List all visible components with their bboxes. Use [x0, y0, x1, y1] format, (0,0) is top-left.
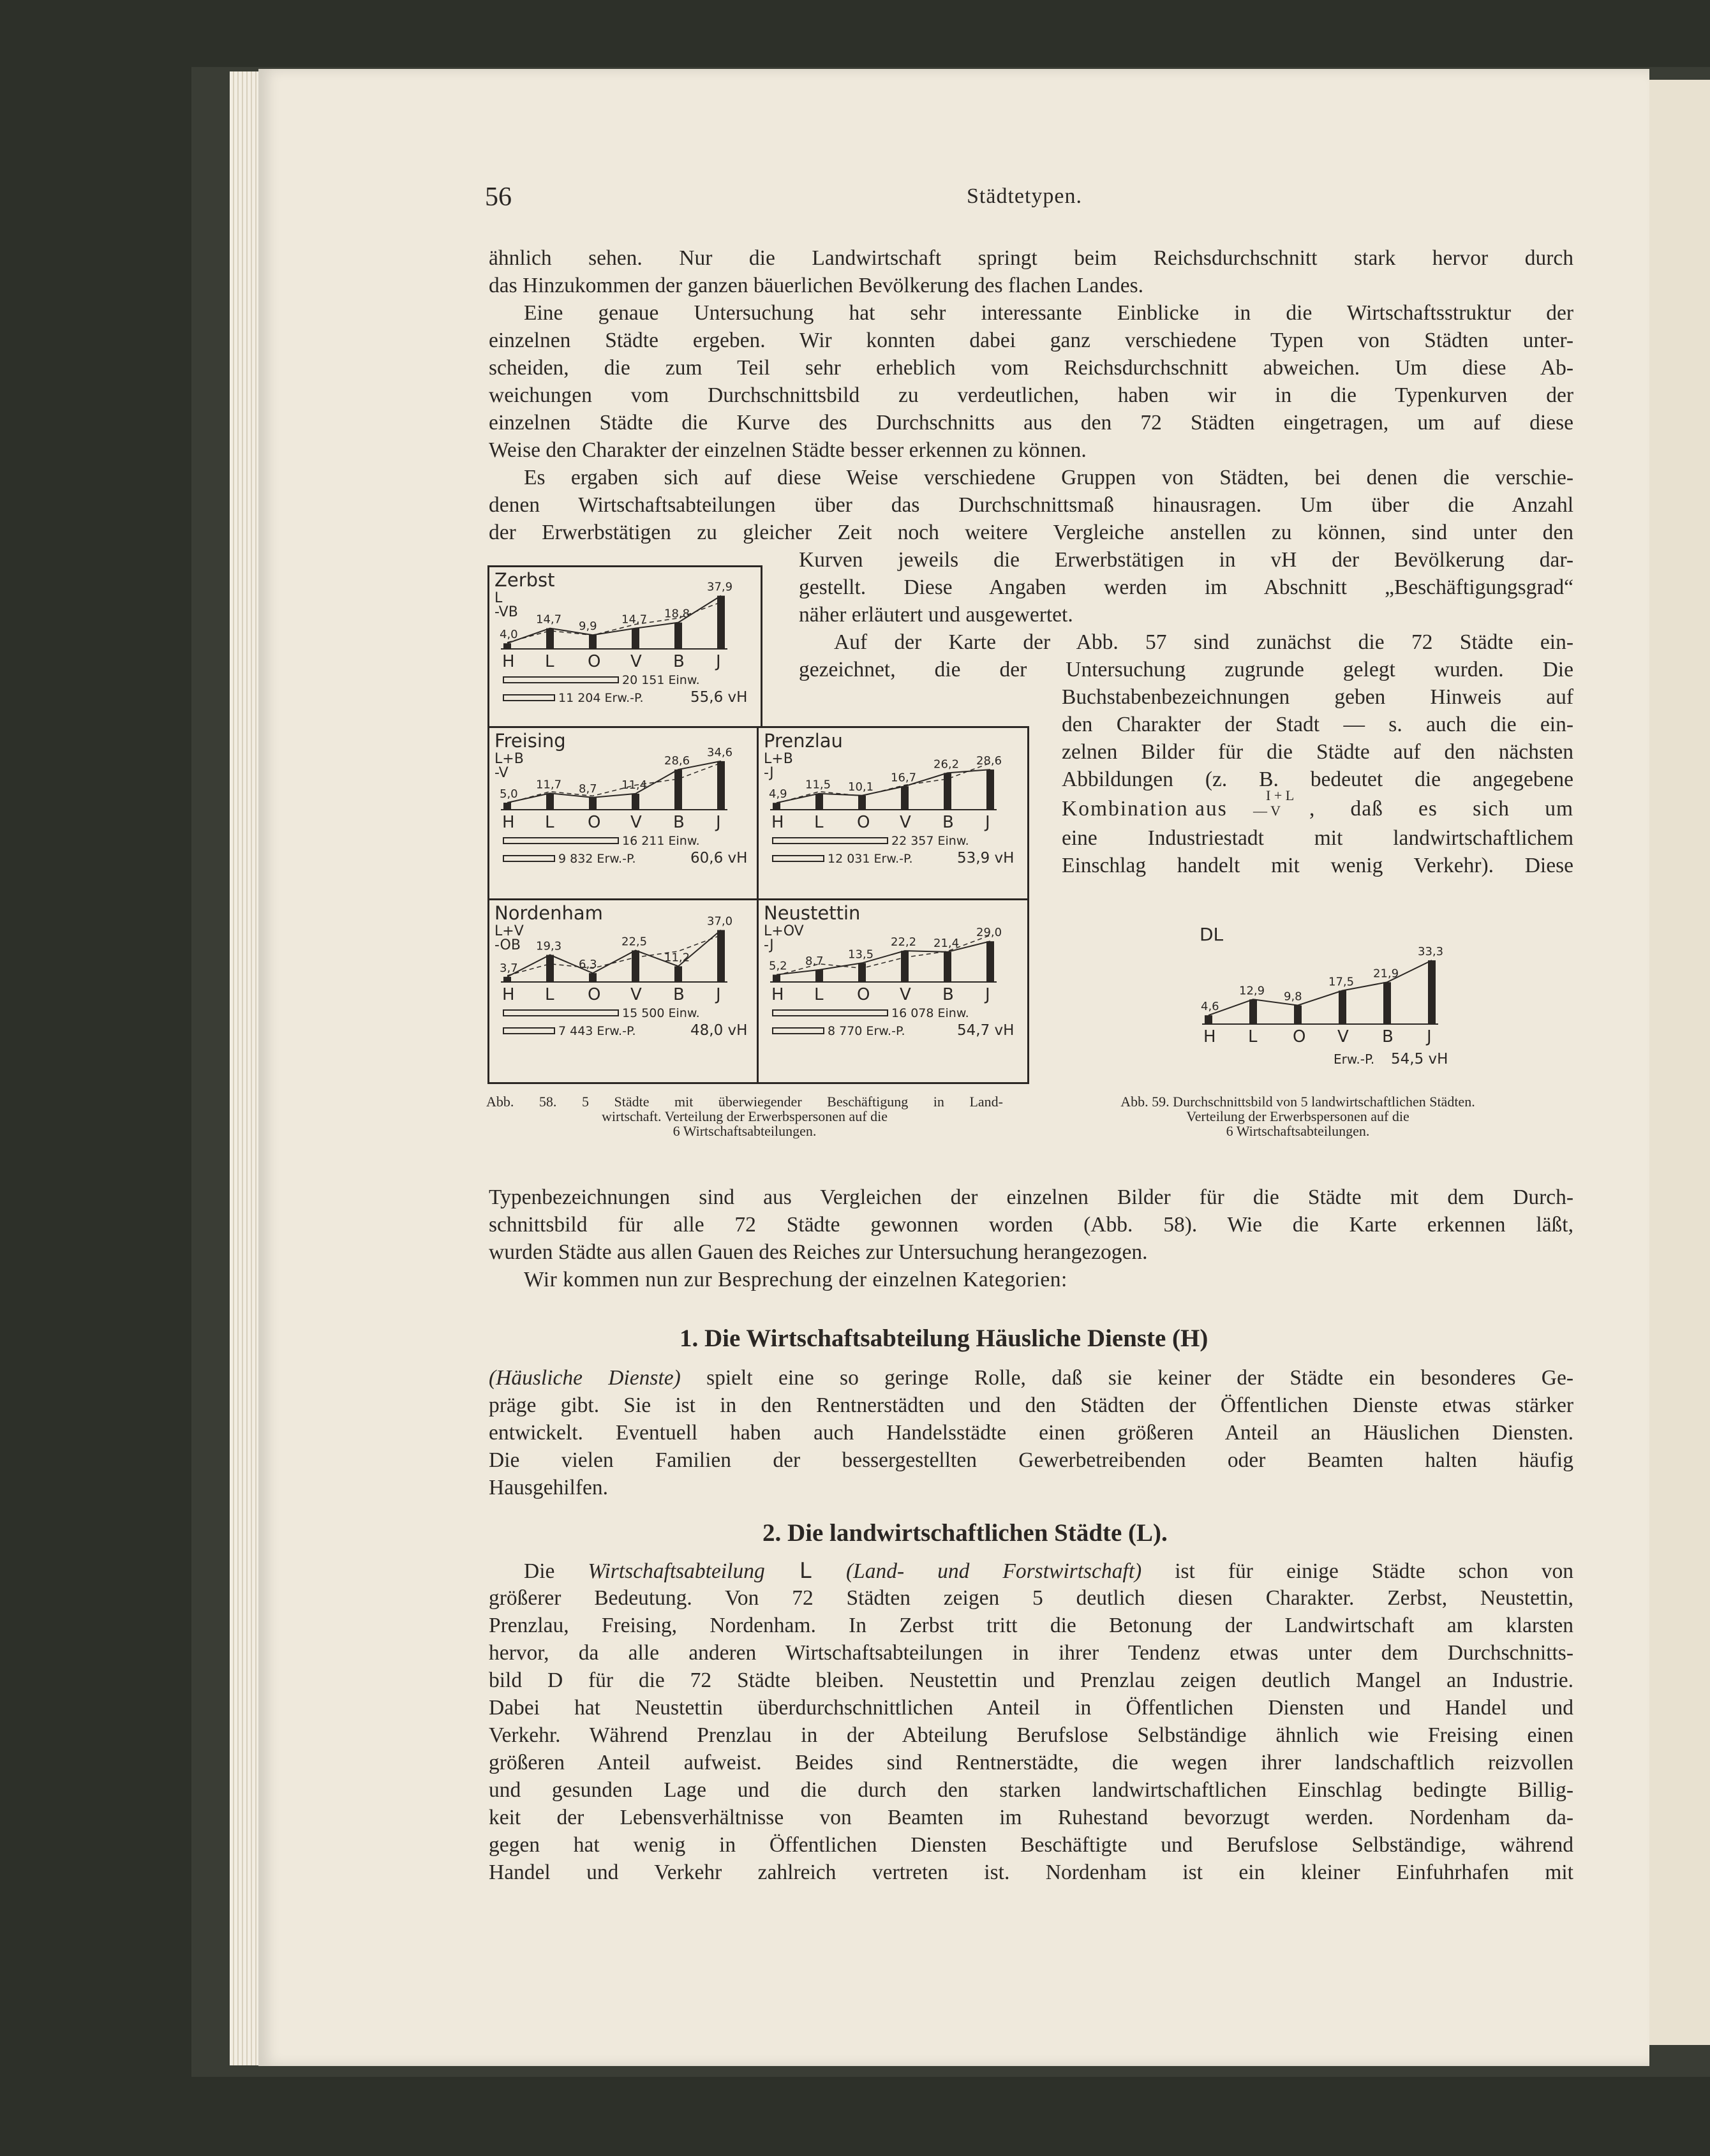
bar-O	[858, 963, 866, 982]
chart-type-code: L+B	[764, 751, 793, 767]
vh-label: 55,6 vH	[690, 689, 748, 706]
tick-label: L	[1248, 1027, 1258, 1046]
caption-line: 6 Wirtschaftsabteilungen.	[673, 1123, 817, 1139]
text-line: Dabei hat Neustettin überdurchschnittlichen Anteil in Öffentlichen Diensten und Handel und	[489, 1696, 1573, 1720]
erwp-label: 7 443 Erw.-P.	[558, 1024, 636, 1038]
tick-label: H	[502, 652, 515, 671]
chart-zerbst	[489, 567, 761, 730]
text-line: gestellt. Diese Angaben werden im Abschnitt „Beschäftigungsgrad“	[799, 576, 1573, 599]
data-label: 26,2	[933, 757, 960, 771]
tick-label: V	[630, 652, 642, 671]
chart-panel-prenzlau	[757, 726, 1029, 904]
chart-type-code: L+B	[494, 751, 524, 767]
text-line: Handel und Verkehr zahlreich vertreten ist. Nordenham ist ein kleiner Einfuhrhafen mit	[489, 1861, 1573, 1884]
chart-title: DL	[1200, 925, 1224, 945]
running-head	[0, 182, 1710, 220]
tick-label: L	[814, 985, 824, 1004]
data-label: 14,7	[536, 613, 562, 627]
text-line: keit der Lebensverhältnisse von Beamten im Ruhestand bevorzugt werden. Nordenham da-	[489, 1806, 1573, 1829]
chart-title: Neustettin	[764, 902, 861, 924]
bar-H	[503, 977, 511, 982]
section-heading-1: 1. Die Wirtschaftsabteilung Häusliche Dienste (H)	[680, 1325, 1208, 1352]
vh-label: 54,7 vH	[957, 1022, 1015, 1039]
bar-L	[546, 793, 554, 810]
erwp-bar	[503, 695, 554, 701]
data-label: 18,8	[664, 607, 690, 621]
data-label: 16,7	[891, 771, 917, 785]
tick-label: V	[630, 813, 642, 832]
text-line: schnittsbild für alle 72 Städte gewonnen worden (Abb. 58). Wie die Karte erkennen läßt,	[489, 1213, 1573, 1237]
einw-bar	[773, 1010, 888, 1016]
chart-type-code: -J	[764, 765, 774, 781]
text-italic: (Häusliche Dienste)	[489, 1366, 681, 1390]
bar-O	[1294, 1006, 1302, 1024]
text-line: eine Industriestadt mit landwirtschaftlichem	[1062, 826, 1573, 850]
bar-H	[503, 643, 511, 649]
chart-durchschnitt	[1187, 925, 1468, 1085]
tick-label: B	[673, 813, 685, 832]
chart-prenzlau	[759, 728, 1027, 902]
bar-L	[815, 970, 823, 982]
tick-label: B	[673, 985, 685, 1004]
tick-label: J	[1427, 1027, 1432, 1046]
data-label: 5,2	[769, 959, 787, 973]
tick-label: O	[1293, 1027, 1306, 1046]
chart-neustettin	[759, 900, 1027, 1082]
chart-title: Prenzlau	[764, 730, 843, 752]
text-line: Wir kommen nun zur Besprechung der einzelnen Kategorien:	[524, 1268, 1067, 1291]
text-line: bild D für die 72 Städte bleiben. Neustettin und Prenzlau zeigen deutlich Mangel an Industrie.	[489, 1669, 1573, 1692]
bar-L	[1249, 999, 1257, 1024]
text-line: näher erläutert und ausgewertet.	[799, 603, 1073, 627]
tick-label: L	[545, 985, 554, 1004]
chart-panel-neustettin	[757, 898, 1029, 1084]
tick-label: H	[1203, 1027, 1216, 1046]
tick-label: L	[545, 652, 554, 671]
einw-bar	[503, 1010, 618, 1016]
data-label: 6,3	[579, 958, 597, 972]
text-line: Prenzlau, Freising, Nordenham. In Zerbst tritt die Betonung der Landwirtschaft am klarsten	[489, 1614, 1573, 1637]
text-line: Typenbezeichnungen sind aus Vergleichen der einzelnen Bilder für die Städte mit dem Durch-	[489, 1186, 1573, 1209]
caption-line: 6 Wirtschaftsabteilungen.	[1226, 1123, 1370, 1139]
chart-type-code: L+V	[494, 923, 524, 939]
einw-label: 20 151 Einw.	[622, 673, 700, 687]
chart-panel-durchschnitt	[1187, 925, 1468, 1085]
vh-label: 60,6 vH	[690, 850, 748, 866]
figure-caption-59	[1062, 1094, 1534, 1138]
text-line: Buchstabenbezeichnungen geben Hinweis auf	[1062, 685, 1573, 709]
text-line: Verkehr. Während Prenzlau in der Abteilung Berufslose Selbständige ähnlich wie Freising einen	[489, 1723, 1573, 1747]
text-line: den Charakter der Stadt — s. auch die ein-	[1062, 713, 1573, 736]
bar-L	[815, 794, 823, 810]
data-label: 22,2	[891, 935, 917, 949]
text-line: entwickelt. Eventuell haben auch Handelsstädte einen größeren Anteil an Häuslichen Diensten.	[489, 1421, 1573, 1445]
text-line: Einschlag handelt mit wenig Verkehr). Diese	[1062, 854, 1573, 877]
data-label: 3,7	[500, 961, 518, 975]
einw-label: 16 078 Einw.	[891, 1006, 969, 1020]
text-line: weichungen vom Durchschnittsbild zu verdeutlichen, haben wir in die Typenkurven der	[489, 383, 1573, 407]
bar-J	[717, 761, 725, 810]
bar-B	[674, 623, 682, 649]
erwp-bar	[503, 1028, 554, 1034]
text-line: einzelnen Städte die Kurve des Durchschnitts aus den 72 Städten eingetragen, um auf diese	[489, 411, 1573, 435]
text-line: präge gibt. Sie ist in den Rentnerstädten und den Städten der Öffentlichen Dienste etwas stärker	[489, 1394, 1573, 1417]
bar-B	[944, 773, 951, 810]
text-line: Abbildungen (z. B. bedeutet die angegebene	[1062, 768, 1573, 791]
text-line	[489, 1364, 1573, 1392]
bar-V	[632, 628, 639, 649]
text-line: Weise den Charakter der einzelnen Städte besser erkennen zu können.	[489, 438, 1087, 462]
data-label: 5,0	[500, 787, 518, 801]
text-span: Die	[524, 1559, 588, 1583]
text-line: hervor, da alle anderen Wirtschaftsabteilungen in ihrer Tendenz etwas unter dem Durchschnitts-	[489, 1641, 1573, 1665]
data-label: 34,6	[707, 745, 733, 759]
text-line: wurden Städte aus allen Gauen des Reiches zur Untersuchung herangezogen.	[489, 1240, 1148, 1264]
data-label: 8,7	[579, 782, 597, 796]
bar-H	[773, 803, 780, 810]
data-label: 28,6	[664, 754, 690, 768]
data-label: 17,5	[1328, 975, 1355, 989]
bar-V	[1339, 991, 1346, 1025]
chart-title: Freising	[494, 730, 566, 752]
data-label: 29,0	[976, 926, 1002, 940]
text-line: gegen hat wenig in Öffentlichen Diensten Beschäftigte und Berufslose Selbständige, während	[489, 1833, 1573, 1857]
chart-freising	[489, 728, 761, 902]
bar-H	[773, 975, 780, 982]
data-label: 13,5	[848, 948, 874, 962]
text-line: Eine genaue Untersuchung hat sehr interessante Einblicke in die Wirtschaftsstruktur der	[524, 301, 1573, 325]
chart-type-code: -V	[494, 765, 509, 781]
tick-label: L	[814, 813, 824, 832]
bar-B	[674, 966, 682, 982]
data-label: 21,9	[1373, 967, 1399, 981]
text-line: Kurven jeweils die Erwerbstätigen in vH der Bevölkerung dar-	[799, 548, 1573, 572]
data-label: 28,6	[976, 754, 1002, 768]
caption-line: Abb. 59. Durchschnittsbild von 5 landwirtschaftlichen Städten.	[1120, 1094, 1475, 1110]
bar-B	[1383, 982, 1391, 1024]
einw-bar	[503, 838, 618, 844]
text-line: das Hinzukommen der ganzen bäuerlichen Bevölkerung des flachen Landes.	[489, 274, 1144, 297]
chart-type-code: -J	[764, 937, 774, 953]
chart-type-code: -VB	[494, 604, 518, 620]
tick-label: H	[502, 985, 515, 1004]
tick-label: O	[588, 985, 601, 1004]
bar-J	[717, 596, 725, 649]
text-line: zelnen Bilder für die Städte auf den nächsten	[1062, 740, 1573, 764]
text-span: L	[764, 1558, 846, 1583]
chart-title: Nordenham	[494, 902, 603, 924]
data-label: 9,8	[1284, 990, 1302, 1004]
tick-label: J	[985, 813, 990, 832]
text-line: gezeichnet, die der Untersuchung zugrunde gelegt wurden. Die	[799, 658, 1573, 681]
tick-label: B	[673, 652, 685, 671]
tick-label: H	[771, 985, 784, 1004]
erwp-label: 9 832 Erw.-P.	[558, 852, 636, 866]
chart-panel-freising	[487, 726, 762, 904]
text-line: Auf der Karte der Abb. 57 sind zunächst die 72 Städte ein-	[834, 630, 1573, 654]
tick-label: J	[716, 813, 721, 832]
bar-O	[589, 973, 597, 982]
text-line: der Erwerbstätigen zu gleicher Zeit noch weitere Vergleiche anstellen zu können, sind unter den	[489, 521, 1573, 544]
text-span: Kombination aus	[1062, 797, 1228, 821]
chart-type-code: -OB	[494, 937, 521, 953]
einw-label: 16 211 Einw.	[622, 834, 700, 848]
tick-label: J	[716, 985, 721, 1004]
tick-label: B	[942, 985, 954, 1004]
bar-L	[546, 628, 554, 649]
data-label: 4,6	[1201, 1000, 1219, 1014]
vh-label: 48,0 vH	[690, 1022, 748, 1039]
bar-L	[546, 955, 554, 982]
caption-line: Verteilung der Erwerbspersonen auf die	[1186, 1108, 1409, 1124]
figure-caption-58	[486, 1094, 1003, 1138]
tick-label: O	[857, 985, 870, 1004]
erwp-bar	[773, 856, 824, 861]
text-line: größeren Anteil aufweist. Beides sind Rentnerstädte, die wegen ihrer landschaftlich reizvollen	[489, 1751, 1573, 1774]
text-line: ähnlich sehen. Nur die Landwirtschaft springt beim Reichsdurchschnitt stark hervor durch	[489, 246, 1573, 270]
page-number: 56	[485, 182, 512, 212]
erwp-bar	[773, 1028, 824, 1034]
einw-label: 15 500 Einw.	[622, 1006, 700, 1020]
section-heading-2: 2. Die landwirtschaftlichen Städte (L).	[762, 1519, 1168, 1547]
data-label: 22,5	[621, 935, 648, 949]
chart-panel-zerbst	[487, 565, 762, 732]
chart-nordenham	[489, 900, 761, 1082]
bar-V	[901, 786, 909, 810]
text-line: größerer Bedeutung. Von 72 Städten zeigen 5 deutlich diesen Charakter. Zerbst, Neustettin,	[489, 1586, 1573, 1610]
chart-type-code: L	[494, 590, 503, 606]
bar-H	[503, 803, 511, 810]
tick-label: V	[900, 985, 911, 1004]
tick-label: V	[1337, 1027, 1349, 1046]
text-line: einzelnen Städte ergeben. Wir konnten dabei ganz verschiedene Typen von Städten unter-	[489, 329, 1573, 352]
tick-label: O	[588, 652, 601, 671]
text-line: und gesunden Lage und die durch den starken landwirtschaftlichen Einschlag bedingte Billig-	[489, 1778, 1573, 1802]
bar-H	[1205, 1015, 1212, 1024]
text-line	[524, 1557, 1573, 1585]
data-label: 11,4	[621, 778, 648, 792]
tick-label: B	[942, 813, 954, 832]
text-line: Hausgehilfen.	[489, 1476, 608, 1499]
data-label: 10,1	[848, 780, 874, 794]
text-line-fraction	[1062, 787, 1573, 824]
chart-panel-nordenham	[487, 898, 762, 1084]
erwp-label: 11 204 Erw.-P.	[558, 691, 644, 705]
bar-J	[986, 769, 994, 810]
tick-label: L	[545, 813, 554, 832]
data-label: 11,7	[536, 778, 562, 792]
text-span: ist für einige Städte schon von	[1141, 1559, 1573, 1583]
caption-line: wirtschaft. Verteilung der Erwerbspersonen auf die	[602, 1108, 888, 1124]
einw-bar	[773, 838, 888, 844]
bar-J	[717, 930, 725, 982]
tick-label: H	[771, 813, 784, 832]
text-italic: (Land- und Forstwirtschaft)	[845, 1559, 1142, 1583]
vh-label: 53,9 vH	[957, 850, 1015, 866]
data-label: 4,9	[769, 787, 787, 801]
data-label: 11,5	[805, 778, 831, 792]
tick-label: V	[900, 813, 911, 832]
data-label: 19,3	[536, 939, 562, 953]
data-label: 37,9	[707, 580, 733, 594]
tick-label: O	[588, 813, 601, 832]
bar-O	[589, 635, 597, 649]
bar-V	[632, 951, 639, 983]
bar-V	[632, 794, 639, 810]
caption-line: Abb. 58. 5 Städte mit überwiegender Beschäftigung in Land-	[486, 1094, 1003, 1110]
tick-label: B	[1382, 1027, 1394, 1046]
chart-title: Zerbst	[494, 569, 555, 591]
tick-label: V	[630, 985, 642, 1004]
fraction-numerator: I + L	[1266, 787, 1295, 803]
tick-label: J	[716, 652, 721, 671]
text-line: Es ergaben sich auf diese Weise verschiedene Gruppen von Städten, bei denen die verschie-	[524, 466, 1573, 489]
data-label: 8,7	[805, 954, 824, 968]
data-label: 4,0	[500, 628, 518, 642]
chart-type-code: L+OV	[764, 923, 804, 939]
bar-B	[944, 952, 951, 982]
data-label: 37,0	[707, 914, 733, 928]
vh-label: 54,5 vH	[1391, 1051, 1448, 1067]
data-label: 33,3	[1418, 945, 1444, 959]
data-label: 21,4	[933, 936, 960, 950]
erwp-label: Erw.-P.	[1334, 1052, 1375, 1067]
bar-O	[589, 798, 597, 810]
data-label: 12,9	[1239, 984, 1265, 998]
fraction-denominator: — V	[1253, 803, 1281, 819]
tick-label: J	[985, 985, 990, 1004]
text-italic: Wirtschaftsabteilung	[588, 1559, 765, 1583]
bar-B	[674, 769, 682, 810]
bar-O	[858, 796, 866, 810]
text-span: , daß es sich um	[1309, 797, 1573, 821]
text-span: spielt eine so geringe Rolle, daß sie keiner der Städte ein besonderes Ge-	[680, 1366, 1573, 1390]
bar-J	[1428, 960, 1436, 1024]
einw-bar	[503, 677, 618, 683]
tick-label: O	[857, 813, 870, 832]
einw-label: 22 357 Einw.	[891, 834, 969, 848]
data-label: 9,9	[579, 620, 597, 634]
text-line: denen Wirtschaftsabteilungen über das Durchschnittsmaß hinausragen. Um über die Anzahl	[489, 493, 1573, 517]
data-label: 14,7	[621, 613, 648, 627]
erwp-bar	[503, 856, 554, 861]
running-title: Städtetypen.	[967, 184, 1083, 208]
text-line: Die vielen Familien der bessergestellten Gewerbetreibenden oder Beamten halten häufig	[489, 1448, 1573, 1472]
data-label: 11,2	[664, 951, 690, 965]
text-line: scheiden, die zum Teil sehr erheblich vom Reichsdurchschnitt abweichen. Um diese Ab-	[489, 356, 1573, 380]
erwp-label: 8 770 Erw.-P.	[828, 1024, 905, 1038]
tick-label: H	[502, 813, 515, 832]
bar-J	[986, 941, 994, 982]
erwp-label: 12 031 Erw.-P.	[828, 852, 913, 866]
bar-V	[901, 951, 909, 982]
